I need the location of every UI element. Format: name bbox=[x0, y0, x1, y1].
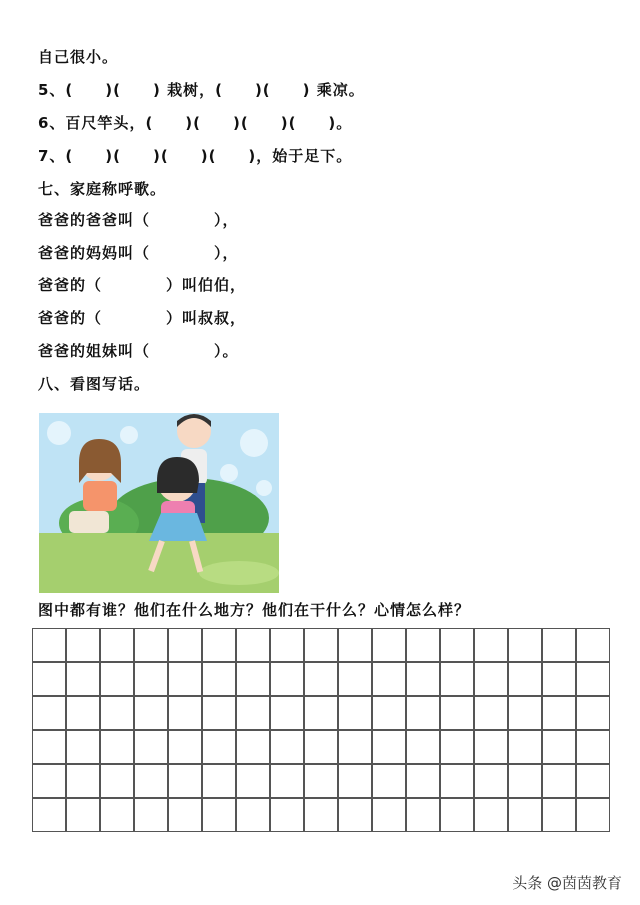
grid-cell[interactable] bbox=[66, 764, 100, 798]
grid-cell[interactable] bbox=[440, 662, 474, 696]
grid-cell[interactable] bbox=[32, 764, 66, 798]
grid-cell[interactable] bbox=[270, 730, 304, 764]
grid-cell[interactable] bbox=[338, 730, 372, 764]
grid-cell[interactable] bbox=[66, 628, 100, 662]
grid-cell[interactable] bbox=[406, 696, 440, 730]
grid-cell[interactable] bbox=[202, 696, 236, 730]
grid-cell[interactable] bbox=[100, 628, 134, 662]
grid-cell[interactable] bbox=[168, 628, 202, 662]
line-2: 6、百尺竿头，( )( )( )( )。 bbox=[38, 114, 353, 132]
grid-cell[interactable] bbox=[440, 764, 474, 798]
grid-cell[interactable] bbox=[168, 696, 202, 730]
grid-cell[interactable] bbox=[508, 798, 542, 832]
grid-cell[interactable] bbox=[304, 798, 338, 832]
grid-cell[interactable] bbox=[542, 696, 576, 730]
grid-cell[interactable] bbox=[236, 628, 270, 662]
grid-cell[interactable] bbox=[168, 798, 202, 832]
line-0: 自己很小。 bbox=[38, 48, 119, 66]
grid-cell[interactable] bbox=[576, 628, 610, 662]
grid-cell[interactable] bbox=[270, 764, 304, 798]
grid-cell[interactable] bbox=[236, 764, 270, 798]
line-6: 爸爸的妈妈叫（ ）， bbox=[38, 244, 239, 262]
grid-cell[interactable] bbox=[202, 730, 236, 764]
grid-cell[interactable] bbox=[270, 696, 304, 730]
grid-cell[interactable] bbox=[406, 798, 440, 832]
grid-cell[interactable] bbox=[440, 696, 474, 730]
grid-cell[interactable] bbox=[440, 628, 474, 662]
grid-cell[interactable] bbox=[508, 730, 542, 764]
grid-cell[interactable] bbox=[236, 662, 270, 696]
grid-cell[interactable] bbox=[66, 662, 100, 696]
grid-cell[interactable] bbox=[168, 662, 202, 696]
grid-cell[interactable] bbox=[440, 730, 474, 764]
grid-cell[interactable] bbox=[66, 730, 100, 764]
section-8-title: 八、看图写话。 bbox=[38, 375, 151, 393]
grid-cell[interactable] bbox=[338, 628, 372, 662]
grid-cell[interactable] bbox=[474, 662, 508, 696]
grid-cell[interactable] bbox=[134, 730, 168, 764]
grid-cell[interactable] bbox=[304, 628, 338, 662]
grid-cell[interactable] bbox=[202, 662, 236, 696]
grid-cell[interactable] bbox=[32, 798, 66, 832]
line-1: 5、( )( ) 栽树，( )( ) 乘凉。 bbox=[38, 81, 365, 99]
grid-cell[interactable] bbox=[576, 730, 610, 764]
grid-cell[interactable] bbox=[372, 662, 406, 696]
illustration-children-blowing-bubbles bbox=[39, 413, 279, 593]
grid-cell[interactable] bbox=[236, 696, 270, 730]
grid-cell[interactable] bbox=[32, 730, 66, 764]
line-3: 7、( )( )( )( )，始于足下。 bbox=[38, 147, 353, 165]
grid-cell[interactable] bbox=[372, 628, 406, 662]
grid-cell[interactable] bbox=[372, 764, 406, 798]
grid-cell[interactable] bbox=[236, 730, 270, 764]
grid-cell[interactable] bbox=[134, 764, 168, 798]
grid-cell[interactable] bbox=[338, 764, 372, 798]
line-8: 爸爸的（ ）叫叔叔， bbox=[38, 309, 247, 327]
grid-cell[interactable] bbox=[66, 696, 100, 730]
grid-cell[interactable] bbox=[542, 730, 576, 764]
grid-cell[interactable] bbox=[508, 662, 542, 696]
grid-cell[interactable] bbox=[134, 662, 168, 696]
grid-cell[interactable] bbox=[406, 764, 440, 798]
grid-cell[interactable] bbox=[474, 696, 508, 730]
grid-cell[interactable] bbox=[576, 696, 610, 730]
grid-cell[interactable] bbox=[542, 628, 576, 662]
grid-cell[interactable] bbox=[474, 730, 508, 764]
watermark: 头条 @茵茵教育 bbox=[512, 874, 622, 892]
grid-cell[interactable] bbox=[66, 798, 100, 832]
grid-cell[interactable] bbox=[542, 798, 576, 832]
grid-cell[interactable] bbox=[474, 628, 508, 662]
grid-cell[interactable] bbox=[542, 662, 576, 696]
line-5: 爸爸的爸爸叫（ ）， bbox=[38, 211, 239, 229]
grid-cell[interactable] bbox=[100, 764, 134, 798]
grid-cell[interactable] bbox=[372, 730, 406, 764]
grid-cell[interactable] bbox=[202, 764, 236, 798]
grid-cell[interactable] bbox=[100, 662, 134, 696]
grid-cell[interactable] bbox=[338, 662, 372, 696]
grid-cell[interactable] bbox=[508, 628, 542, 662]
writing-question: 图中都有谁？他们在什么地方？他们在干什么？心情怎么样？ bbox=[38, 601, 471, 619]
grid-cell[interactable] bbox=[270, 662, 304, 696]
grid-cell[interactable] bbox=[32, 628, 66, 662]
grid-cell[interactable] bbox=[406, 730, 440, 764]
grid-cell[interactable] bbox=[508, 764, 542, 798]
grid-cell[interactable] bbox=[576, 798, 610, 832]
grid-cell[interactable] bbox=[236, 798, 270, 832]
grid-cell[interactable] bbox=[100, 696, 134, 730]
grid-cell[interactable] bbox=[270, 628, 304, 662]
grid-cell[interactable] bbox=[304, 696, 338, 730]
grid-cell[interactable] bbox=[474, 798, 508, 832]
grid-cell[interactable] bbox=[304, 662, 338, 696]
grid-cell[interactable] bbox=[202, 628, 236, 662]
line-9: 爸爸的姐妹叫（ ）。 bbox=[38, 342, 239, 360]
grid-cell[interactable] bbox=[440, 798, 474, 832]
grid-cell[interactable] bbox=[406, 662, 440, 696]
grid-cell[interactable] bbox=[338, 696, 372, 730]
grid-cell[interactable] bbox=[372, 696, 406, 730]
grid-cell[interactable] bbox=[100, 730, 134, 764]
grid-cell[interactable] bbox=[168, 764, 202, 798]
grid-cell[interactable] bbox=[32, 662, 66, 696]
grid-cell[interactable] bbox=[134, 696, 168, 730]
grid-cell[interactable] bbox=[576, 662, 610, 696]
grid-cell[interactable] bbox=[508, 696, 542, 730]
grid-cell[interactable] bbox=[134, 628, 168, 662]
grid-cell[interactable] bbox=[406, 628, 440, 662]
grid-cell[interactable] bbox=[372, 798, 406, 832]
grid-cell[interactable] bbox=[304, 764, 338, 798]
grid-cell[interactable] bbox=[576, 764, 610, 798]
grid-cell[interactable] bbox=[338, 798, 372, 832]
grid-cell[interactable] bbox=[270, 798, 304, 832]
grid-cell[interactable] bbox=[474, 764, 508, 798]
line-7: 爸爸的（ ）叫伯伯， bbox=[38, 276, 247, 294]
grid-cell[interactable] bbox=[32, 696, 66, 730]
grid-cell[interactable] bbox=[168, 730, 202, 764]
grid-cell[interactable] bbox=[202, 798, 236, 832]
grid-cell[interactable] bbox=[542, 764, 576, 798]
writing-grid[interactable] bbox=[32, 628, 610, 832]
section-7-title: 七、家庭称呼歌。 bbox=[38, 180, 167, 198]
grid-cell[interactable] bbox=[134, 798, 168, 832]
grid-cell[interactable] bbox=[304, 730, 338, 764]
grid-cell[interactable] bbox=[100, 798, 134, 832]
